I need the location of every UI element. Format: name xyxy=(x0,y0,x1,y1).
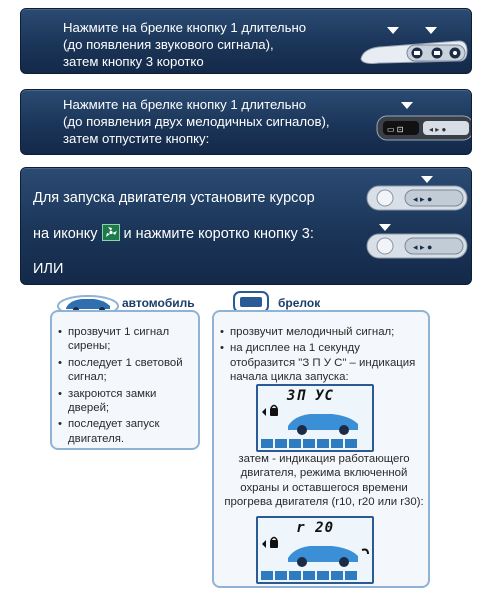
svg-text:◂ ▸ ●: ◂ ▸ ● xyxy=(413,242,433,252)
keyfob-image xyxy=(373,102,472,152)
keyfob-image xyxy=(359,21,469,71)
car-panel-label: автомобиль xyxy=(122,296,195,310)
lcd-icon-bar xyxy=(261,439,357,448)
list-item: • прозвучит 1 сигнал сирены; xyxy=(58,325,194,354)
step2-banner xyxy=(20,89,472,155)
svg-text:◂ ▸ ●: ◂ ▸ ● xyxy=(429,125,447,134)
list-item: • на дисплее на 1 секунду отобразится "З П У С" – индикация начала цикла запуска: xyxy=(220,341,426,384)
fob-panel xyxy=(212,310,430,588)
svg-text:▭ ⊡: ▭ ⊡ xyxy=(387,125,404,134)
list-item: • прозвучит мелодичный сигнал; xyxy=(220,325,426,339)
step2-text: Нажмите на брелке кнопку 1 длительно (до появления двух мелодичных сигналов), затем отпустите кнопку: xyxy=(63,97,330,146)
step3-line1: Для запуска двигателя установите курсор xyxy=(33,190,315,206)
keyfob-image xyxy=(365,224,469,264)
step3-or: ИЛИ xyxy=(33,261,64,277)
fob-result-list xyxy=(220,325,426,387)
lcd-code: ЗП УС xyxy=(286,388,334,404)
lcd-code: r 20 xyxy=(296,520,334,536)
list-item: • последует запуск двигателя. xyxy=(58,417,194,446)
fob-text-after: затем - индикация работающего двигателя, режима включенной охраны и оставшегося времени прогрева двигателя (r10, r20 или r30): xyxy=(224,453,424,509)
step3-line2b: и нажмите коротко кнопку 3: xyxy=(123,226,314,242)
step1-banner xyxy=(20,8,472,74)
list-item: • последует 1 световой сигнал; xyxy=(58,356,194,385)
car-result-list xyxy=(58,325,194,448)
step3-banner xyxy=(20,167,472,285)
lcd-icon-bar xyxy=(261,571,357,580)
lcd-display-start xyxy=(256,384,374,452)
fob-panel-label: брелок xyxy=(278,296,321,310)
car-panel xyxy=(50,310,200,450)
step1-text: Нажмите на брелке кнопку 1 длительно (до появления звукового сигнала), затем кнопку 3 коротко xyxy=(63,20,307,69)
svg-text:◂ ▸ ●: ◂ ▸ ● xyxy=(413,194,433,204)
fan-icon xyxy=(102,224,120,241)
step3-text-block xyxy=(33,172,315,285)
lcd-display-running xyxy=(256,516,374,584)
keyfob-image xyxy=(365,176,469,216)
list-item: • закроются замки дверей; xyxy=(58,387,194,416)
step3-line2a: на иконку xyxy=(33,226,98,242)
